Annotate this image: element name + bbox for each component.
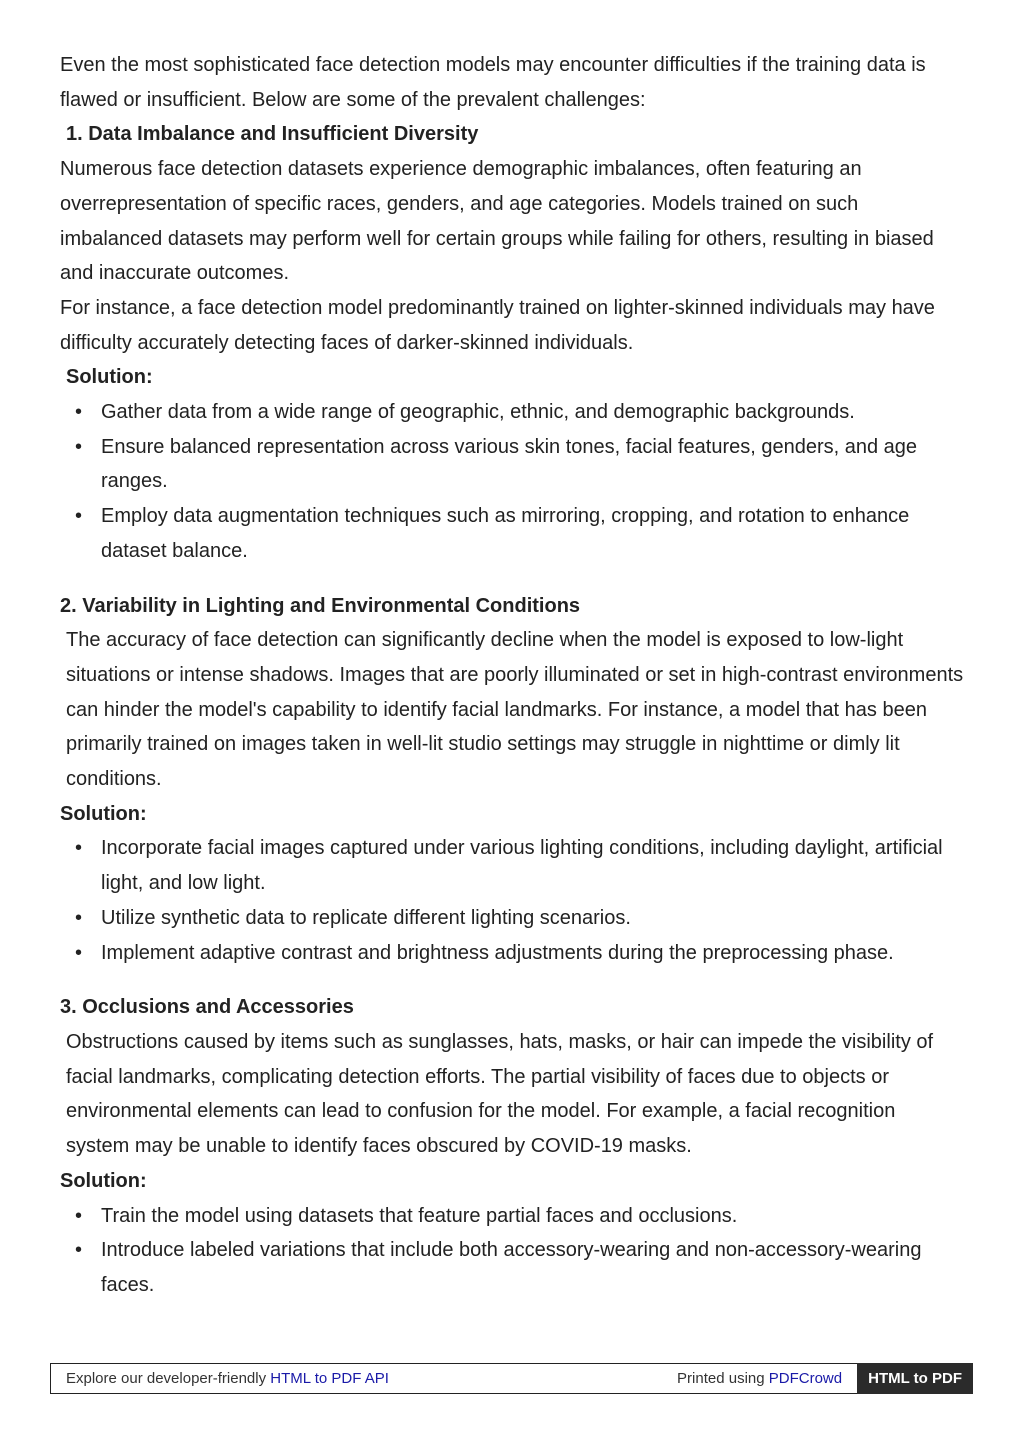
section-heading: 1. Data Imbalance and Insufficient Diversity <box>66 123 479 146</box>
footer-printed-text: Printed using <box>677 1370 765 1387</box>
bullet-icon: • <box>75 1204 83 1227</box>
section-paragraph: Numerous face detection datasets experience demographic imbalances, often featuring an overrepresentation of specific races, genders, and age categories. Models trained on such imbalanced datasets may perform well for certain groups while failing for others, resulting in biased and inaccurate outcomes. <box>60 158 934 285</box>
bullet-icon: • <box>75 906 83 929</box>
document-body <box>60 48 964 1303</box>
footer-explore <box>51 1370 677 1387</box>
intro-paragraph: Even the most sophisticated face detection models may encounter difficulties if the training data is flawed or insufficient. Below are some of the prevalent challenges: <box>60 54 926 111</box>
list-item: • Implement adaptive contrast and brightness adjustments during the preprocessing phase. <box>60 936 964 971</box>
pdf-footer-banner <box>50 1363 973 1394</box>
solution-list <box>60 395 964 569</box>
section-heading: 2. Variability in Lighting and Environmental Conditions <box>60 594 581 617</box>
list-item: • Utilize synthetic data to replicate different lighting scenarios. <box>60 901 964 936</box>
list-item: • Ensure balanced representation across various skin tones, facial features, genders, and age ranges. <box>60 430 964 499</box>
section-paragraph: Obstructions caused by items such as sunglasses, hats, masks, or hair can impede the visibility of facial landmarks, complicating detection efforts. The partial visibility of faces due to objects or environmental elements can lead to confusion for the model. For example, a facial recognition system may be unable to identify faces obscured by COVID-19 masks. <box>66 1030 934 1158</box>
solution-label: Solution: <box>66 366 153 389</box>
footer-printed <box>677 1370 857 1387</box>
footer-explore-text: Explore our developer-friendly <box>66 1370 267 1387</box>
solution-list <box>60 1199 964 1303</box>
bullet-icon: • <box>75 401 83 424</box>
html-to-pdf-badge[interactable]: HTML to PDF <box>857 1363 973 1394</box>
html-to-pdf-api-link[interactable]: HTML to PDF API <box>270 1370 389 1387</box>
bullet-icon: • <box>75 435 83 458</box>
section-paragraph: The accuracy of face detection can significantly decline when the model is exposed to low-light situations or intense shadows. Images that are poorly illuminated or set in high-contrast environments can hinder the model's capability to identify facial landmarks. For instance, a model that has been primarily trained on images taken in well-lit studio settings may struggle in nighttime or dimly lit conditions. <box>66 629 964 791</box>
list-item: • Employ data augmentation techniques such as mirroring, cropping, and rotation to enhance dataset balance. <box>60 499 964 568</box>
list-item: • Introduce labeled variations that include both accessory-wearing and non-accessory-wearing faces. <box>60 1233 964 1302</box>
pdfcrowd-link[interactable]: PDFCrowd <box>768 1370 843 1387</box>
list-item: • Train the model using datasets that feature partial faces and occlusions. <box>60 1199 964 1234</box>
bullet-icon: • <box>75 837 83 860</box>
section-heading: 3. Occlusions and Accessories <box>60 996 354 1019</box>
list-item: • Gather data from a wide range of geographic, ethnic, and demographic backgrounds. <box>60 395 964 430</box>
list-item: • Incorporate facial images captured under various lighting conditions, including daylight, artificial light, and low light. <box>60 831 964 900</box>
solution-label: Solution: <box>60 802 147 825</box>
solution-list <box>60 831 964 970</box>
bullet-icon: • <box>75 1239 83 1262</box>
section-paragraph: For instance, a face detection model predominantly trained on lighter-skinned individuals may have difficulty accurately detecting faces of darker-skinned individuals. <box>60 296 935 354</box>
solution-label: Solution: <box>60 1169 147 1192</box>
bullet-icon: • <box>75 505 83 528</box>
bullet-icon: • <box>75 941 83 964</box>
